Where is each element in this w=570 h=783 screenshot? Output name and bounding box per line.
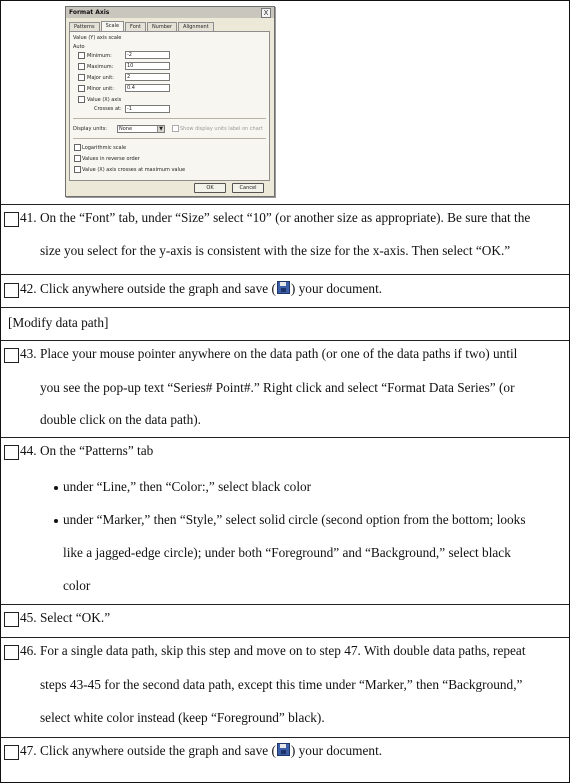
save-icon xyxy=(277,743,290,756)
tab-font[interactable]: Font xyxy=(125,22,146,31)
step-42-line xyxy=(20,281,382,297)
step-43-checkbox[interactable] xyxy=(4,348,19,363)
step-43-line-2: you see the pop-up text “Series# Point#.” Right click and select “Format Data Series” (or xyxy=(40,380,515,395)
section-row xyxy=(1,307,569,308)
step-46-checkbox[interactable] xyxy=(4,645,19,660)
crosses-at-label: Crosses at: xyxy=(94,106,122,112)
panel-divider xyxy=(73,118,266,119)
maximum-label: Maximum: xyxy=(87,64,114,70)
step-47-text-before: 47. Click anywhere outside the graph and save ( xyxy=(20,743,276,758)
tab-scale[interactable]: Scale xyxy=(101,21,124,31)
step-45-checkbox[interactable] xyxy=(4,612,19,627)
step-42-checkbox[interactable] xyxy=(4,283,19,298)
crosses-check-label: Value (X) axis xyxy=(87,97,122,103)
step-45-line: 45. Select “OK.” xyxy=(20,610,111,625)
major-unit-field[interactable]: 2 xyxy=(125,73,170,81)
minimum-auto-checkbox[interactable] xyxy=(78,52,85,59)
crosses-max-checkbox[interactable] xyxy=(74,166,81,173)
section-heading: [Modify data path] xyxy=(8,315,109,330)
step-41-checkbox[interactable] xyxy=(4,212,19,227)
show-units-label: Show display units label on chart xyxy=(180,126,263,132)
maximum-auto-checkbox[interactable] xyxy=(78,63,85,70)
step-44-bullet-1: under “Line,” then “Color:,” select black color xyxy=(63,479,312,494)
tab-patterns[interactable]: Patterns xyxy=(69,22,100,31)
step-46-line-2: steps 43-45 for the second data path, except this time under “Marker,” then “Background,” xyxy=(40,677,523,692)
minimum-field[interactable]: -2 xyxy=(125,51,170,59)
close-icon[interactable]: X xyxy=(261,8,271,18)
step-43-line-3: double click on the data path). xyxy=(40,412,201,427)
maximum-field[interactable]: 10 xyxy=(125,62,170,70)
step-43-line-1: 43. Place your mouse pointer anywhere on the data path (or one of the data paths if two) until xyxy=(20,346,518,361)
step-43-row xyxy=(1,340,569,341)
step-46-row xyxy=(1,637,569,638)
format-axis-dialog xyxy=(65,6,275,197)
crosses-auto-checkbox[interactable] xyxy=(78,96,85,103)
save-icon xyxy=(277,281,290,294)
crosses-at-field[interactable]: -1 xyxy=(125,105,170,113)
major-unit-label: Major unit: xyxy=(87,75,114,81)
step-42-text-before: 42. Click anywhere outside the graph and save ( xyxy=(20,281,276,296)
logarithmic-checkbox[interactable] xyxy=(74,144,81,151)
chevron-down-icon[interactable]: ▼ xyxy=(157,126,164,132)
major-unit-auto-checkbox[interactable] xyxy=(78,74,85,81)
step-44-line-1: 44. On the “Patterns” tab xyxy=(20,443,154,458)
step-47-text-after: ) your document. xyxy=(290,743,383,758)
bullet-icon xyxy=(54,519,58,523)
step-46-line-3: select white color instead (keep “Foreground” black). xyxy=(40,710,325,725)
reverse-order-label: Values in reverse order xyxy=(82,156,140,162)
auto-label: Auto xyxy=(73,44,85,50)
step-46-line-1: 46. For a single data path, skip this step and move on to step 47. With double data paths, repeat xyxy=(20,643,526,658)
dialog-tabs xyxy=(69,22,215,31)
tab-alignment[interactable]: Alignment xyxy=(178,22,214,31)
step-44-bullet-2-line-3: color xyxy=(63,578,91,593)
minimum-label: Minimum: xyxy=(87,53,112,59)
step-41-line-1: 41. On the “Font” tab, under “Size” select “10” (or another size as appropriate). Be sure that the xyxy=(20,210,531,225)
step-42-row xyxy=(1,274,569,275)
step-47-checkbox[interactable] xyxy=(4,745,19,760)
step-42-text-after: ) your document. xyxy=(290,281,383,296)
display-units-value: None xyxy=(119,126,133,132)
ok-button[interactable]: OK xyxy=(194,183,226,193)
dialog-title: Format Axis xyxy=(69,9,110,16)
minor-unit-auto-checkbox[interactable] xyxy=(78,85,85,92)
step-47-line xyxy=(20,743,382,759)
step-44-checkbox[interactable] xyxy=(4,445,19,460)
scale-panel xyxy=(69,31,270,181)
bullet-icon xyxy=(54,486,58,490)
panel-divider-2 xyxy=(73,138,266,139)
display-units-select[interactable] xyxy=(117,125,165,133)
step-41-row xyxy=(1,204,569,205)
step-44-bullet-2-line-2: like a jagged-edge circle); under both “Foreground” and “Background,” select black xyxy=(63,545,511,560)
cancel-button[interactable]: Cancel xyxy=(232,183,264,193)
step-41-line-2: size you select for the y-axis is consistent with the size for the x-axis. Then select “OK.” xyxy=(40,243,511,258)
display-units-label: Display units: xyxy=(73,126,107,132)
scale-heading: Value (Y) axis scale xyxy=(73,35,122,41)
minor-unit-field[interactable]: 0.4 xyxy=(125,84,170,92)
reverse-order-checkbox[interactable] xyxy=(74,155,81,162)
step-44-row xyxy=(1,437,569,438)
step-47-row xyxy=(1,737,569,738)
step-45-row xyxy=(1,604,569,605)
dialog-title-bar xyxy=(66,7,274,18)
show-units-checkbox[interactable] xyxy=(172,125,179,132)
step-44-bullet-2-line-1: under “Marker,” then “Style,” select solid circle (second option from the bottom; looks xyxy=(63,512,526,527)
minor-unit-label: Minor unit: xyxy=(87,86,114,92)
logarithmic-label: Logarithmic scale xyxy=(82,145,127,151)
crosses-max-label: Value (X) axis crosses at maximum value xyxy=(82,167,186,173)
tab-number[interactable]: Number xyxy=(147,22,177,31)
